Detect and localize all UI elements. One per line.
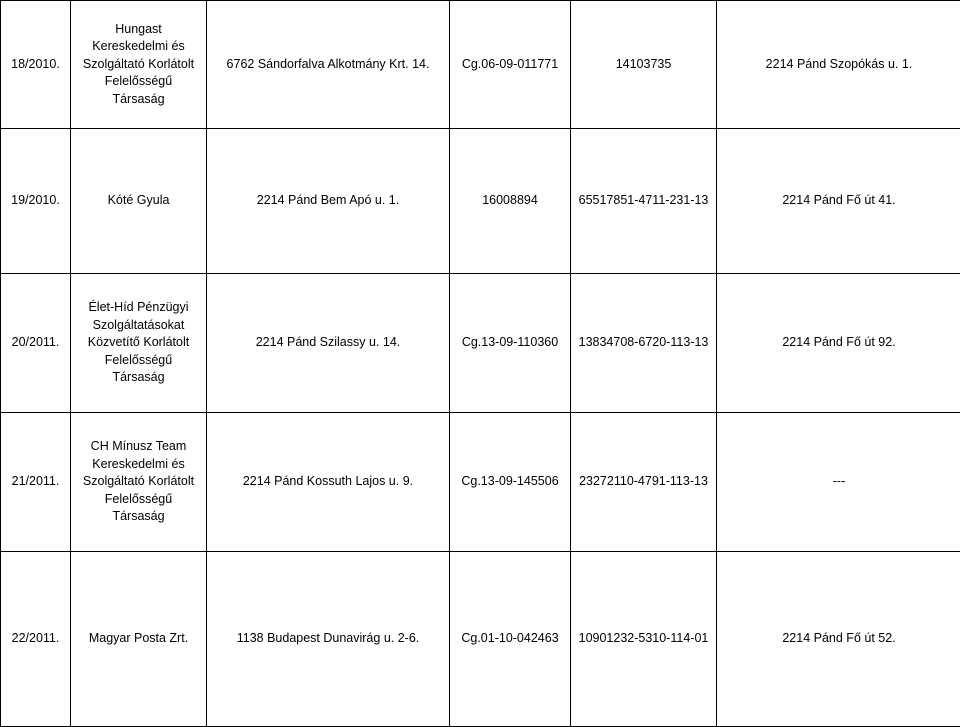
- tax-number: 10901232-5310-114-01: [571, 552, 717, 727]
- table-row: [1, 129, 960, 274]
- site-address: 2214 Pánd Fő út 41.: [717, 129, 960, 274]
- row-number: 18/2010.: [1, 1, 71, 129]
- company-name: Kóté Gyula: [71, 129, 207, 274]
- company-address: 1138 Budapest Dunavirág u. 2-6.: [207, 552, 450, 727]
- registration-number: Cg.13-09-110360: [450, 274, 571, 413]
- row-number: 21/2011.: [1, 413, 71, 552]
- registration-number: 16008894: [450, 129, 571, 274]
- row-number: 19/2010.: [1, 129, 71, 274]
- registration-number: Cg.06-09-011771: [450, 1, 571, 129]
- site-address: 2214 Pánd Fő út 92.: [717, 274, 960, 413]
- registration-number: Cg.01-10-042463: [450, 552, 571, 727]
- row-number: 22/2011.: [1, 552, 71, 727]
- registration-number: Cg.13-09-145506: [450, 413, 571, 552]
- site-address: 2214 Pánd Szopókás u. 1.: [717, 1, 960, 129]
- row-number: 20/2011.: [1, 274, 71, 413]
- table-row: [1, 274, 960, 413]
- company-name: CH Mínusz Team Kereskedelmi és Szolgáltató Korlátolt Felelősségű Társaság: [71, 413, 207, 552]
- company-address: 2214 Pánd Bem Apó u. 1.: [207, 129, 450, 274]
- tax-number: 14103735: [571, 1, 717, 129]
- tax-number: 23272110-4791-113-13: [571, 413, 717, 552]
- company-address: 6762 Sándorfalva Alkotmány Krt. 14.: [207, 1, 450, 129]
- company-address: 2214 Pánd Kossuth Lajos u. 9.: [207, 413, 450, 552]
- tax-number: 65517851-4711-231-13: [571, 129, 717, 274]
- table-row: [1, 1, 960, 129]
- tax-number: 13834708-6720-113-13: [571, 274, 717, 413]
- site-address: ---: [717, 413, 960, 552]
- company-name: Magyar Posta Zrt.: [71, 552, 207, 727]
- company-address: 2214 Pánd Szilassy u. 14.: [207, 274, 450, 413]
- table-row: [1, 413, 960, 552]
- company-name: Hungast Kereskedelmi és Szolgáltató Korlátolt Felelősségű Társaság: [71, 1, 207, 129]
- company-name: Élet-Híd Pénzügyi Szolgáltatásokat Közvetítő Korlátolt Felelősségű Társaság: [71, 274, 207, 413]
- site-address: 2214 Pánd Fő út 52.: [717, 552, 960, 727]
- table-row: [1, 552, 960, 727]
